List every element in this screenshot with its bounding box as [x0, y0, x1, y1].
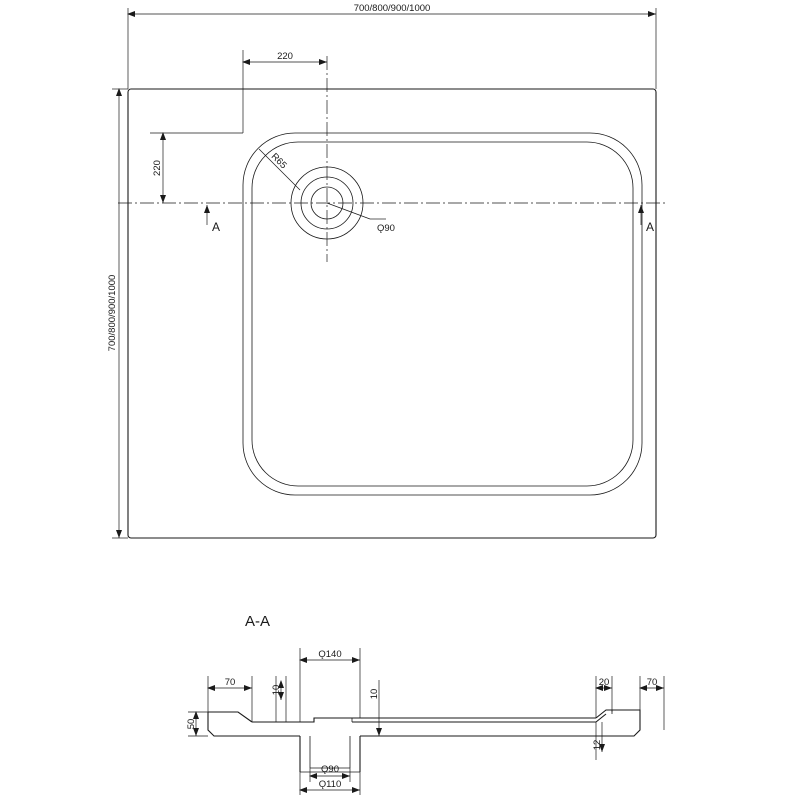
dim-drain-x	[243, 50, 327, 133]
section-title: A-A	[245, 613, 271, 630]
dim-drain-seat	[300, 772, 360, 795]
radius-leader	[259, 149, 300, 190]
dim-inner-depth	[369, 680, 390, 736]
dim-flange-left	[208, 676, 252, 722]
section-arrow-left-label: A	[212, 220, 221, 234]
dim-flange-right	[640, 676, 664, 730]
dim-flange-right-label: 70	[646, 677, 658, 688]
section-arrow-left	[207, 205, 220, 234]
dim-drain-outer	[300, 648, 360, 722]
dim-height-left-label: 50	[186, 718, 197, 730]
dim-bottom-right-label: 12	[592, 739, 603, 751]
drain-diameter-leader	[327, 203, 395, 234]
dim-drain-outer-label: Ǫ140	[318, 649, 342, 660]
radius-label: R65	[268, 151, 289, 172]
dim-left-overall-label: 700/800/900/1000	[107, 274, 118, 352]
dim-flange-right-inner-label: 20	[598, 677, 610, 688]
dim-drain-bore-label: Ǫ90	[321, 764, 339, 775]
dim-top-overall-label: 700/800/900/1000	[353, 3, 431, 14]
basin-outline-inner	[252, 142, 633, 486]
section-arrow-right-label: A	[646, 220, 655, 234]
dim-wall-left	[271, 676, 286, 722]
dim-top-overall	[128, 3, 656, 89]
dim-drain-x-label: 220	[277, 51, 293, 62]
tray-outline	[128, 89, 656, 538]
dim-bottom-right	[592, 722, 608, 760]
dim-height-left	[186, 712, 208, 736]
dim-drain-y-label: 220	[152, 160, 163, 176]
basin-outline-outer	[243, 133, 642, 495]
dim-flange-left-label: 70	[224, 677, 236, 688]
section-arrow-right	[641, 205, 654, 234]
section-view	[186, 613, 664, 795]
drain-diameter-label: Ǫ90	[377, 223, 395, 234]
dim-left-overall	[107, 89, 128, 538]
plan-view	[107, 3, 668, 538]
dim-drain-seat-label: Ǫ110	[318, 779, 342, 790]
dim-inner-depth-label: 10	[369, 688, 380, 700]
section-profile	[208, 710, 640, 772]
dim-drain-y	[150, 133, 243, 203]
dim-wall-left-label: 10	[271, 684, 282, 696]
